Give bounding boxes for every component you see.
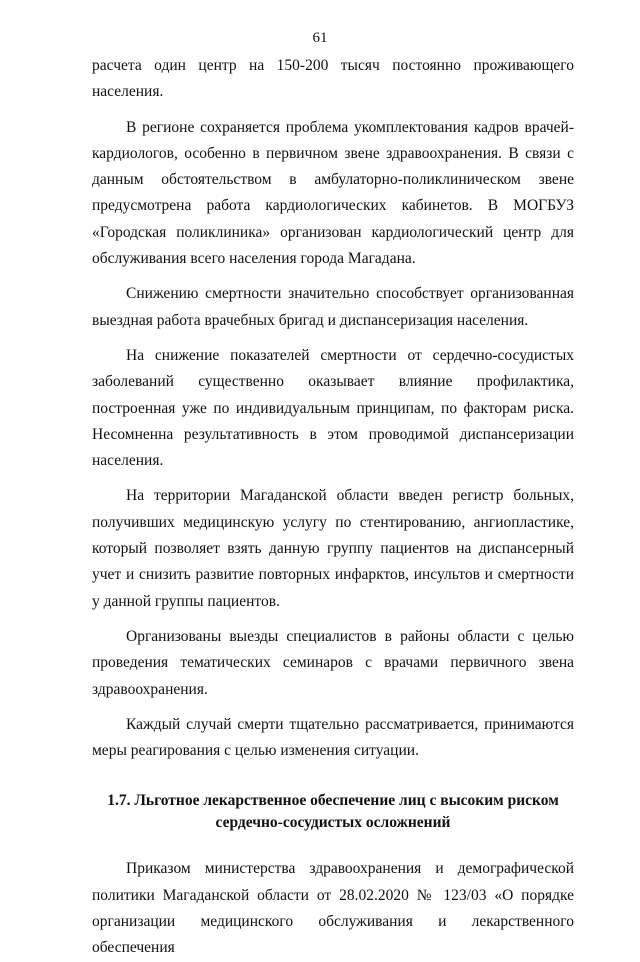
body-text — [92, 53, 574, 962]
paragraph-6: Организованы выезды специалистов в районы области с целью проведения тематических семинаров с врачами первичного звена здравоохранения. — [92, 627, 574, 698]
paragraph-8: Приказом министерства здравоохранения и демографической политики Магаданской области от 28.02.2020 № 123/03 «О порядке организации медицинского обслуживания и лекарственного обеспечения — [92, 860, 574, 957]
paragraph-7: Каждый случай смерти тщательно рассматривается, принимаются меры реагирования с целью изменения ситуации. — [92, 715, 574, 760]
paragraph-3: Снижению смертности значительно способствует организованная выездная работа врачебных бригад и диспансеризация населения. — [92, 285, 574, 329]
section-heading — [92, 790, 574, 834]
section-heading-line-2: сердечно-сосудистых осложнений — [215, 814, 451, 832]
paragraph-5: На территории Магаданской области введен регистр больных, получивших медицинскую услугу по стентированию, ангиопластике, который позволяет взять данную группу пациентов на диспансерный учет и снизить развитие повторных инфарктов, инсультов и смертности у данной группы пациентов. — [92, 487, 574, 610]
paragraph-4: На снижение показателей смертности от сердечно-сосудистых заболеваний существенно оказывает влияние профилактика, построенная уже по индивидуальным принципам, по факторам риска. Несомненна результативность в этом проводимой диспансеризации населения. — [92, 346, 574, 470]
page-number: 61 — [312, 30, 328, 46]
paragraph-2: В регионе сохраняется проблема укомплектования кадров врачей-кардиологов, особенно в первичном звене здравоохранения. В связи с данным обстоятельством в амбулаторно-поликлиническом звене предусмотрена работа кардиологических кабинетов. В МОГБУЗ «Городская поликлиника» организован кардиологический центр для обслуживания всего населения города Магадана. — [92, 118, 574, 268]
paragraph-1: расчета один центр на 150-200 тысяч постоянно проживающего населения. — [92, 57, 574, 101]
section-heading-line-1: 1.7. Льготное лекарственное обеспечение лиц с высоким риском — [107, 792, 559, 810]
